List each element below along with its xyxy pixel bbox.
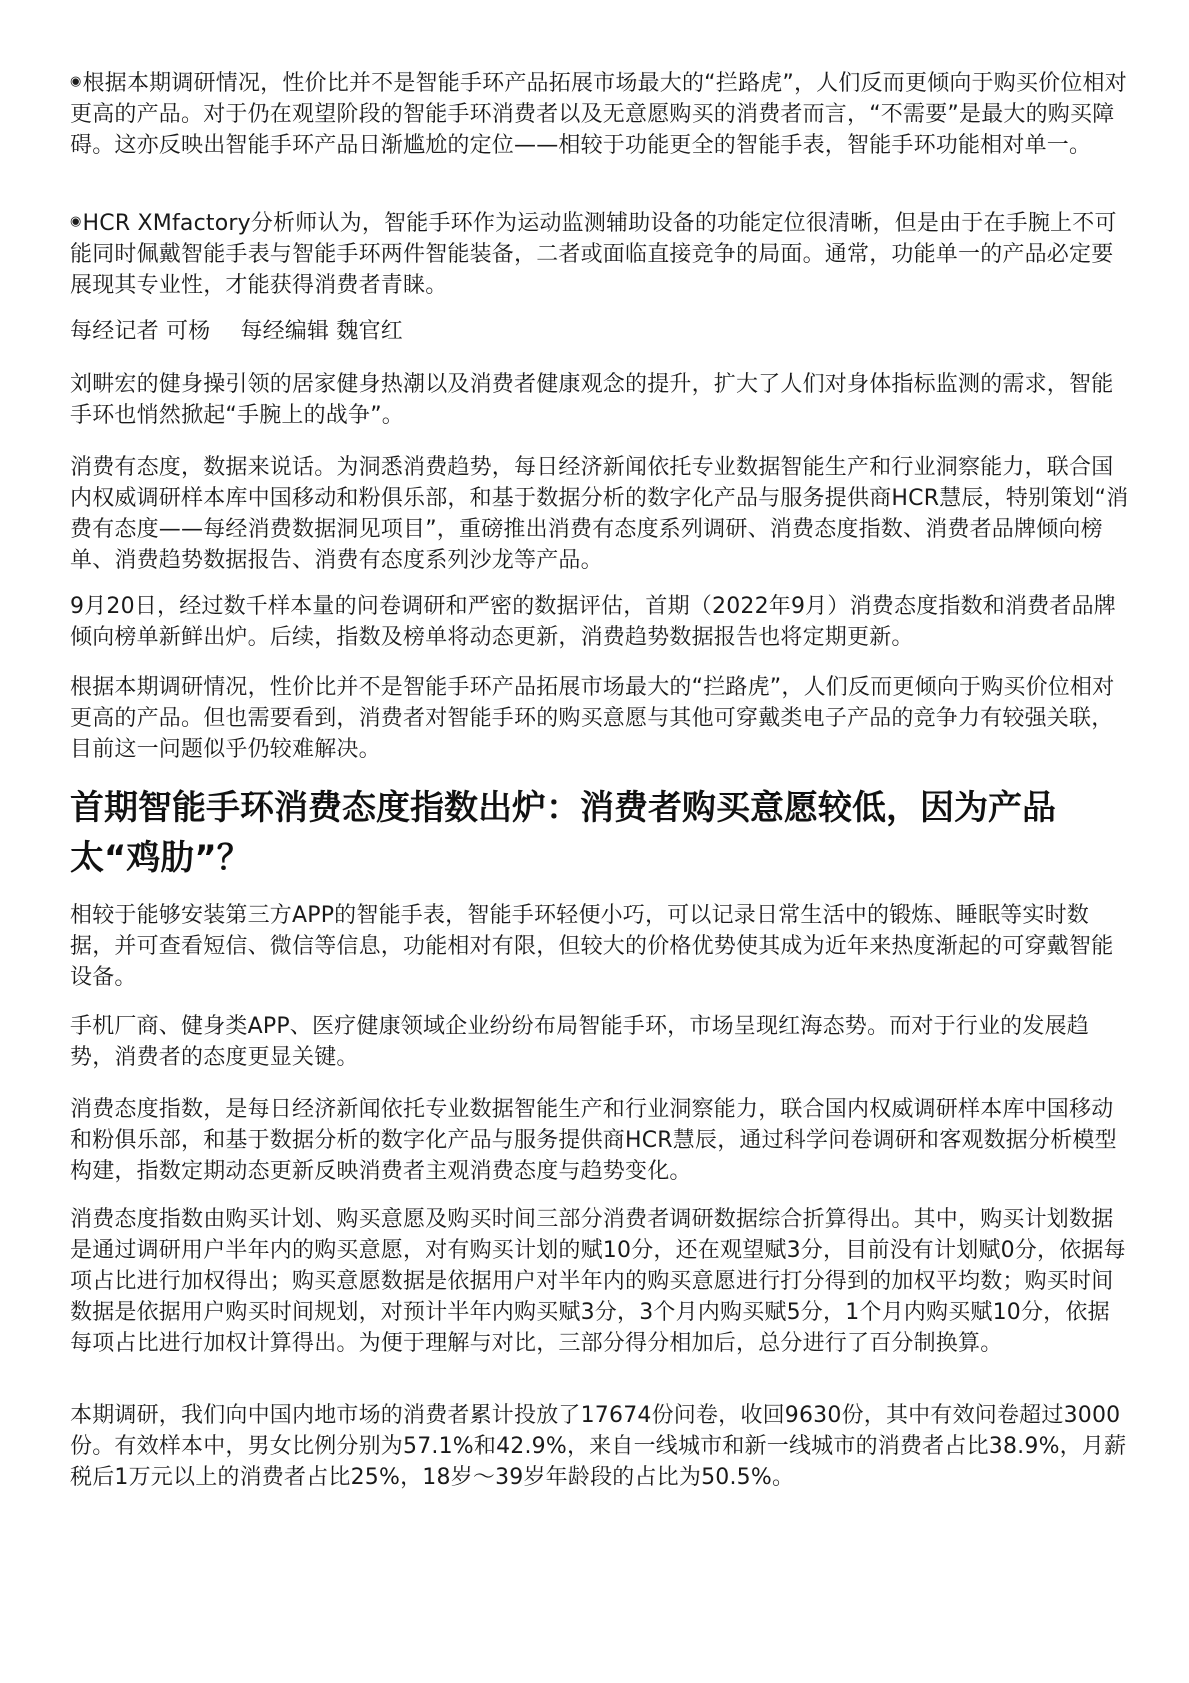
byline-editor: 每经编辑 魏官红 <box>240 319 403 344</box>
section-paragraph-5: 本期调研，我们向中国内地市场的消费者累计投放了17674份问卷，收回9630份，其中有效问卷超过3000份。有效样本中，男女比例分别为57.1%和42.9%，来自一线城市和新一线城市的消费者占比38.9%，月薪税后1万元以上的消费者占比25%，18岁～39岁年龄段的占比为50.5%。 <box>70 1403 1127 1490</box>
section-paragraph-4: 消费态度指数由购买计划、购买意愿及购买时间三部分消费者调研数据综合折算得出。其中，购买计划数据是通过调研用户半年内的购买意愿，对有购买计划的赋10分，还在观望赋3分，目前没有计划赋0分，依据每项占比进行加权得出；购买意愿数据是依据用户对半年内的购买意愿进行打分得到的加权平均数；购买时间数据是依据用户购买时间规划，对预计半年内购买赋3分，3个月内购买赋5分，1个月内购买赋10分，依据每项占比进行加权计算得出。为便于理解与对比，三部分得分相加后，总分进行了百分制换算。 <box>70 1207 1126 1356</box>
section-heading: 首期智能手环消费态度指数出炉：消费者购买意愿较低，因为产品太“鸡肋”？ <box>70 788 1056 878</box>
section-paragraph-2: 手机厂商、健身类APP、医疗健康领域企业纷纷布局智能手环，市场呈现红海态势。而对于行业的发展趋势，消费者的态度更显关键。 <box>70 1014 1089 1070</box>
summary-bullet-2-text: HCR XMfactory分析师认为，智能手环作为运动监测辅助设备的功能定位很清晰，但是由于在手腕上不可能同时佩戴智能手表与智能手环两件智能装备，二者或面临直接竞争的局面。通常，功能单一的产品必定要展现其专业性，才能获得消费者青睐。 <box>70 211 1117 298</box>
intro-paragraph-3: 9月20日，经过数千样本量的问卷调研和严密的数据评估，首期（2022年9月）消费态度指数和消费者品牌倾向榜单新鲜出炉。后续，指数及榜单将动态更新，消费趋势数据报告也将定期更新。 <box>70 594 1116 650</box>
summary-bullet-1 <box>70 66 1130 161</box>
intro-paragraph-4: 根据本期调研情况，性价比并不是智能手环产品拓展市场最大的“拦路虎”，人们反而更倾向于购买价位相对更高的产品。但也需要看到，消费者对智能手环的购买意愿与其他可穿戴类电子产品的竞争力有较强关联，目前这一问题似乎仍较难解决。 <box>70 675 1115 762</box>
target-bullet-icon: ◉ <box>70 214 82 229</box>
summary-bullet-2 <box>70 206 1130 301</box>
byline-reporter: 每经记者 可杨 <box>70 319 211 344</box>
byline <box>70 316 1130 347</box>
target-bullet-icon: ◉ <box>70 74 82 89</box>
section-paragraph-3: 消费态度指数，是每日经济新闻依托专业数据智能生产和行业洞察能力，联合国内权威调研样本库中国移动和粉俱乐部，和基于数据分析的数字化产品与服务提供商HCR慧辰，通过科学问卷调研和客观数据分析模型构建，指数定期动态更新反映消费者主观消费态度与趋势变化。 <box>70 1097 1117 1184</box>
section-paragraph-1: 相较于能够安装第三方APP的智能手表，智能手环轻便小巧，可以记录日常生活中的锻炼、睡眠等实时数据，并可查看短信、微信等信息，功能相对有限，但较大的价格优势使其成为近年来热度渐起的可穿戴智能设备。 <box>70 903 1114 990</box>
summary-bullet-1-text: 根据本期调研情况，性价比并不是智能手环产品拓展市场最大的“拦路虎”，人们反而更倾向于购买价位相对更高的产品。对于仍在观望阶段的智能手环消费者以及无意愿购买的消费者而言，“不需要”是最大的购买障碍。这亦反映出智能手环产品日渐尴尬的定位——相较于功能更全的智能手表，智能手环功能相对单一。 <box>70 71 1127 158</box>
intro-paragraph-1: 刘畊宏的健身操引领的居家健身热潮以及消费者健康观念的提升，扩大了人们对身体指标监测的需求，智能手环也悄然掀起“手腕上的战争”。 <box>70 372 1114 428</box>
intro-paragraph-2: 消费有态度，数据来说话。为洞悉消费趋势，每日经济新闻依托专业数据智能生产和行业洞察能力，联合国内权威调研样本库中国移动和粉俱乐部，和基于数据分析的数字化产品与服务提供商HCR慧辰，特别策划“消费有态度——每经消费数据洞见项目”，重磅推出消费有态度系列调研、消费态度指数、消费者品牌倾向榜单、消费趋势数据报告、消费有态度系列沙龙等产品。 <box>70 455 1129 573</box>
